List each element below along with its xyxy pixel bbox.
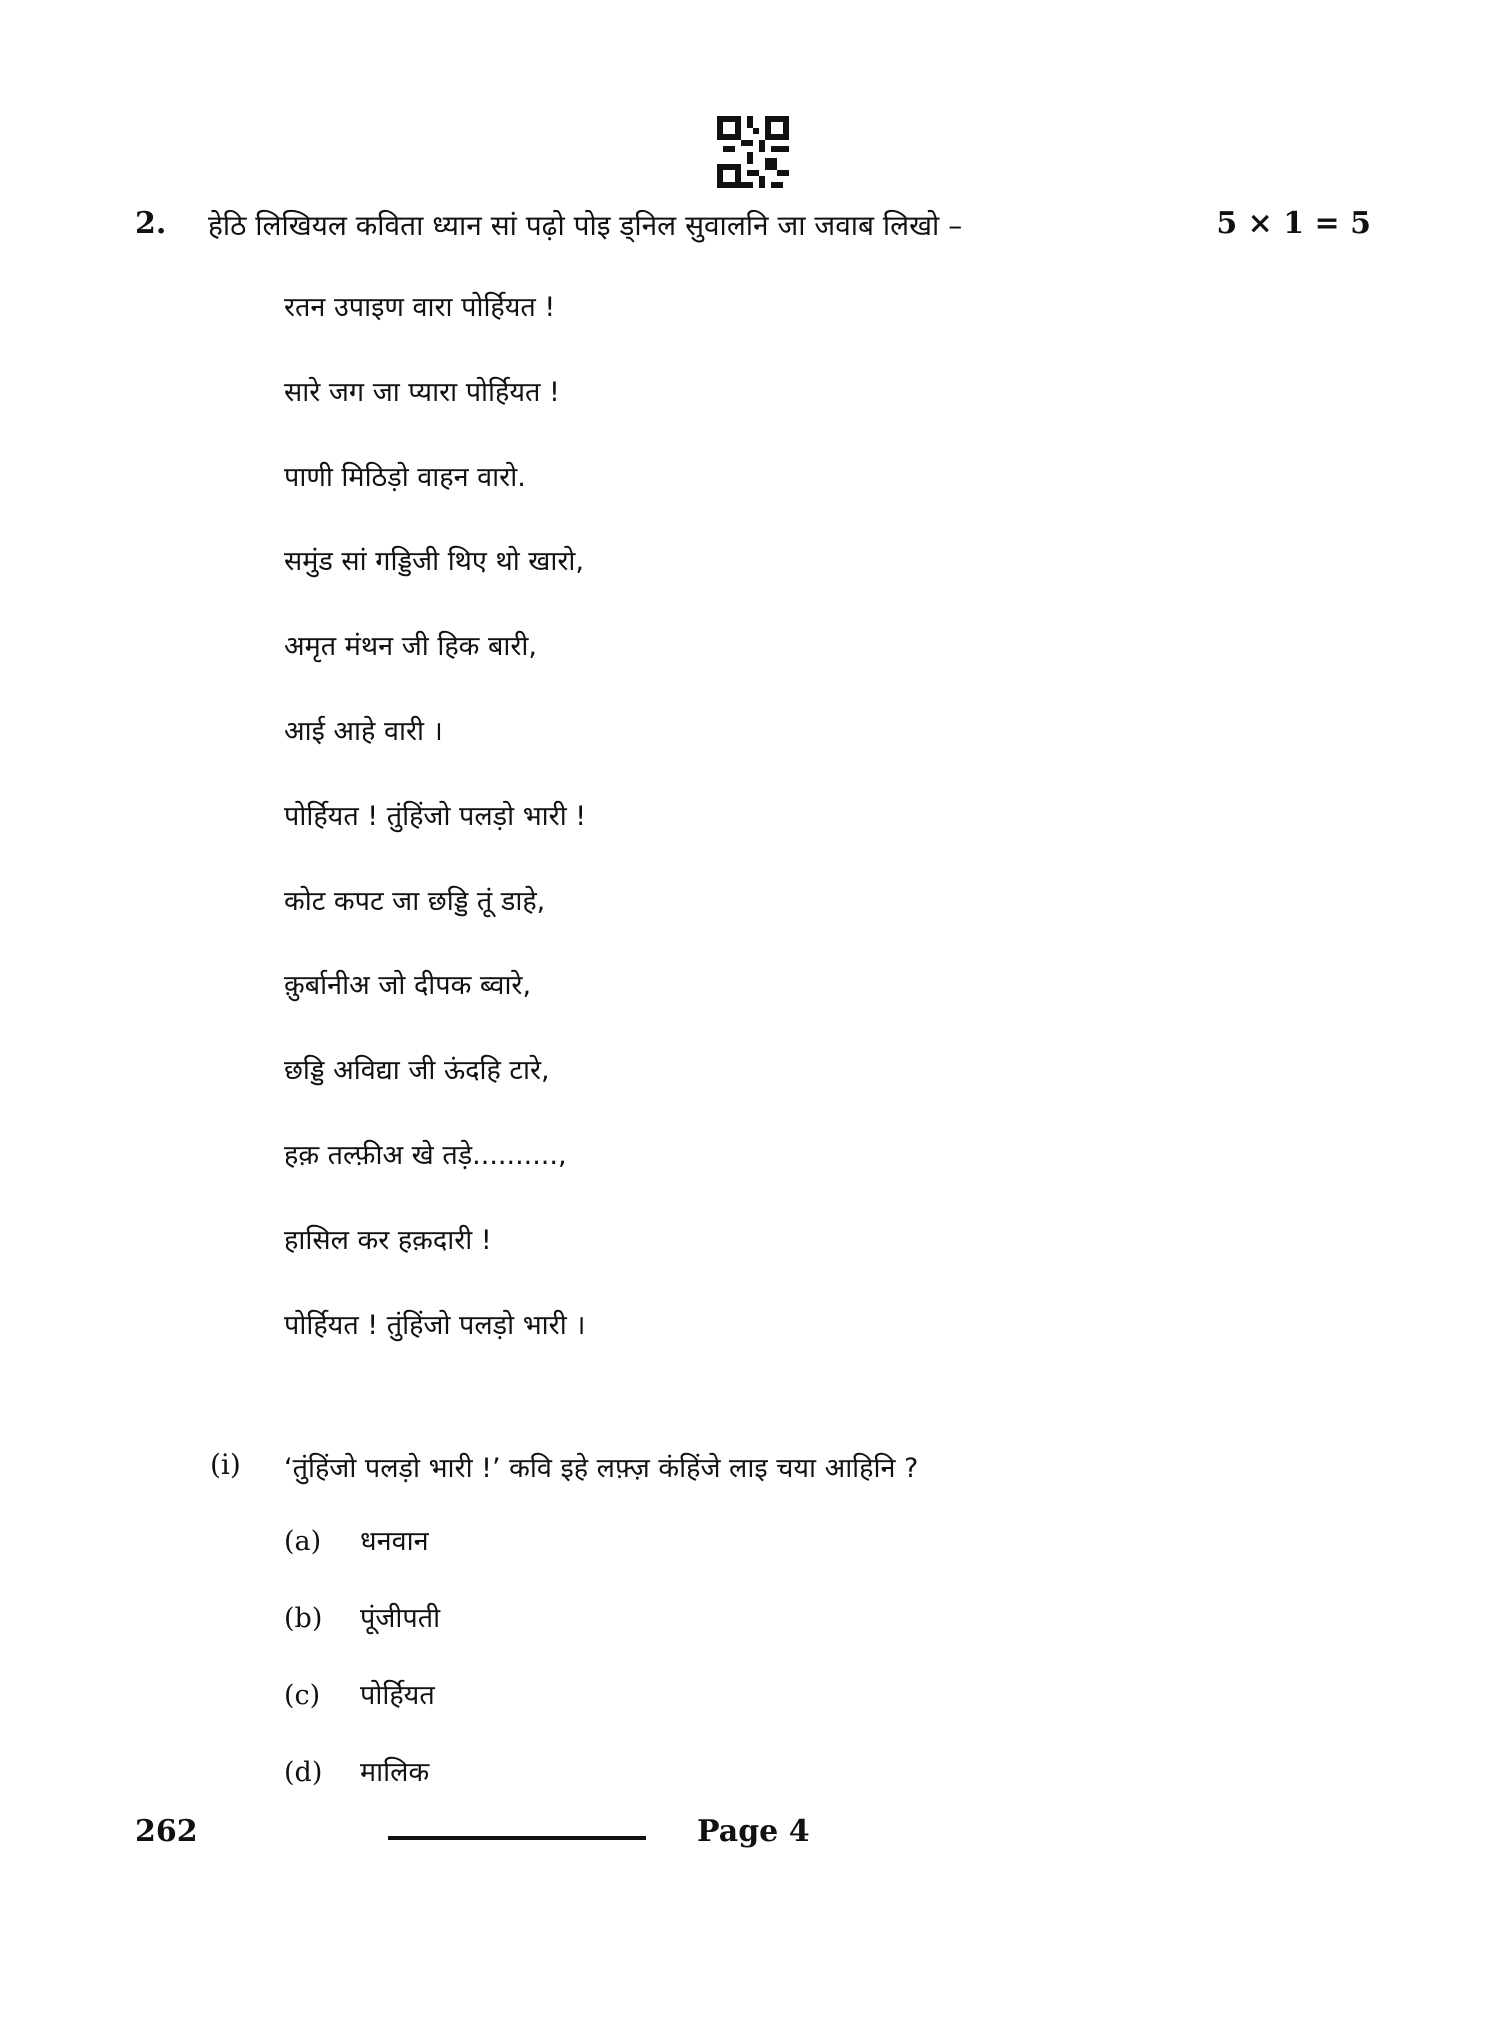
poem-line: पोर्हियत ! तुंहिंजो पलड़ो भारी ! <box>284 800 587 832</box>
poem-line: छड्डि अविद्या जी ऊंदहि टारे, <box>284 1055 550 1087</box>
poem-line: समुंड सां गड्डिजी थिए थो खारो, <box>284 546 584 578</box>
poem-line: हक़ तल्फ़ीअ खे तड़े.........., <box>284 1139 567 1171</box>
option-text: मालिक <box>360 1757 430 1788</box>
question-number: 2. <box>135 206 167 241</box>
poem <box>284 288 586 1390</box>
subquestion-label: (i) <box>210 1448 241 1481</box>
paper-code: 262 <box>135 1814 198 1849</box>
option-text: पूंजीपती <box>360 1603 441 1634</box>
poem-line: पोर्हियत ! तुंहिंजो पलड़ो भारी । <box>284 1309 586 1341</box>
option-c <box>284 1676 440 1753</box>
option-label: (c) <box>284 1680 321 1711</box>
answer-options <box>284 1522 440 1830</box>
poem-line: पाणी मिठिड़ो वाहन वारो. <box>284 461 526 493</box>
question-marks: 5 × 1 = 5 <box>1216 206 1371 241</box>
option-a <box>284 1522 440 1599</box>
option-label: (d) <box>284 1757 323 1788</box>
option-label: (b) <box>284 1603 323 1634</box>
option-text: धनवान <box>360 1526 429 1557</box>
option-label: (a) <box>284 1526 322 1557</box>
poem-line: आई आहे वारी । <box>284 715 443 747</box>
poem-line: रतन उपाइण वारा पोर्हियत ! <box>284 292 556 323</box>
subquestion-text: ‘तुंहिंजो पलड़ो भारी !’ कवि इहे लफ़्ज़ कंहिंजे लाइ चया आहिनि ? <box>284 1453 919 1484</box>
poem-line: क़ुर्बानीअ जो दीपक ब्वारे, <box>284 970 532 1002</box>
footer-divider <box>388 1836 646 1840</box>
option-b <box>284 1599 440 1676</box>
option-d <box>284 1753 440 1830</box>
poem-line: कोट कपट जा छड्डि तूं डाहे, <box>284 885 546 917</box>
page-number: Page 4 <box>697 1814 810 1849</box>
poem-line: सारे जग जा प्यारा पोर्हियत ! <box>284 376 560 408</box>
question-instruction: हेठि लिखियल कविता ध्यान सां पढ़ो पोइ ड्निल सुवालनि जा जवाब लिखो – <box>208 209 963 242</box>
qr-code <box>717 116 789 188</box>
poem-line: हासिल कर हक़दारी ! <box>284 1224 492 1256</box>
option-text: पोर्हियत <box>360 1680 435 1711</box>
poem-line: अमृत मंथन जी हिक बारी, <box>284 631 537 663</box>
